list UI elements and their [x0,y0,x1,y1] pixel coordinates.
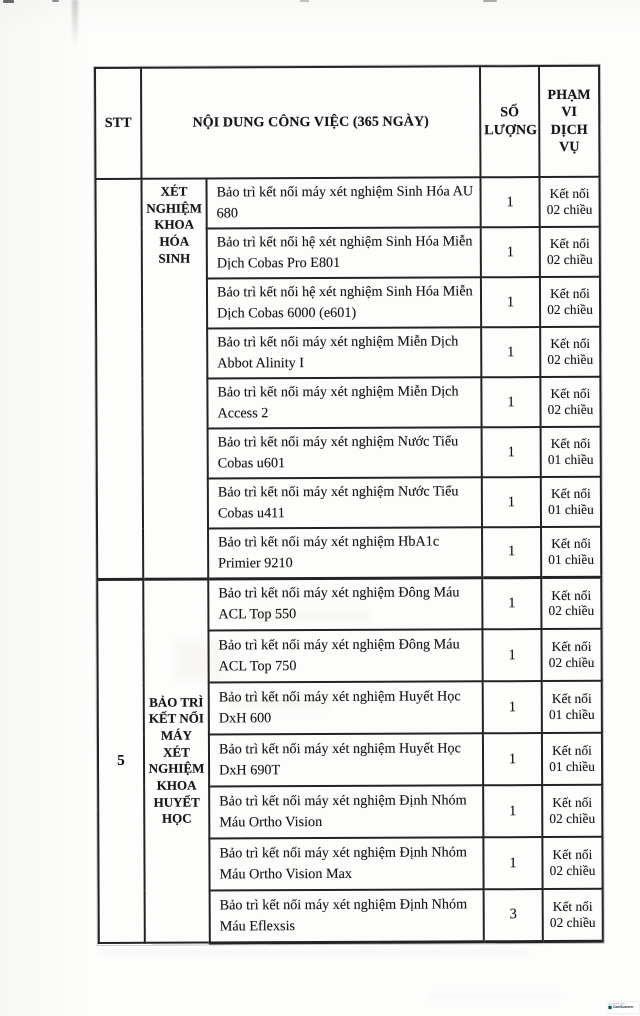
col-header-stt: STT [95,68,141,179]
scope-cell: Kết nối 02 chiều [540,277,600,327]
watermark-text: Scanned with [608,1002,625,1006]
scope-cell: Kết nối 02 chiều [543,889,603,941]
scope-cell: Kết nối 02 chiều [541,629,601,681]
watermark-app-name: CamScanner [612,1005,634,1010]
quantity-cell: 1 [483,733,542,785]
table-row [97,577,601,631]
scan-speck [3,0,14,3]
task-cell: Bảo trì kết nối hệ xét nghiệm Sinh Hóa Miễn Dịch Cobas 6000 (e601) [207,277,481,328]
service-scope-table [94,65,604,945]
quantity-cell: 3 [484,889,543,941]
section1-stt-cell [95,179,143,579]
quantity-cell: 1 [482,629,541,681]
scan-streak [72,0,78,46]
scan-smudge [430,994,560,999]
section1-label-cell: XÉT NGHIỆM KHOA HÓA SINH [141,179,208,579]
task-cell: Bảo trì kết nối máy xét nghiệm Miễn Dịch Abbot Alinity I [207,327,481,378]
scope-cell: Kết nối 01 chiều [541,477,601,527]
quantity-cell: 1 [480,177,539,227]
task-cell: Bảo trì kết nối máy xét nghiệm Huyết Học DxH 690T [209,733,483,786]
scope-cell: Kết nối 02 chiều [540,327,600,377]
scan-smudge [100,950,530,954]
quantity-cell: 1 [481,377,540,427]
quantity-cell: 1 [482,427,541,477]
quantity-cell: 1 [483,837,542,889]
scope-cell: Kết nối 02 chiều [539,177,599,227]
camscanner-watermark [607,1002,639,1013]
scope-cell: Kết nối 01 chiều [541,527,601,577]
scope-cell: Kết nối 02 chiều [542,837,602,889]
quantity-cell: 1 [482,477,541,527]
col-header-content: NỘI DUNG CÔNG VIỆC (365 NGÀY) [141,66,480,178]
task-cell: Bảo trì kết nối máy xét nghiệm Định Nhóm Máu Ortho Vision [209,785,483,838]
table-row [95,177,599,229]
quantity-cell: 1 [481,327,540,377]
task-cell: Bảo trì kết nối hệ xét nghiệm Sinh Hóa Miễn Dịch Cobas Pro E801 [207,227,481,278]
quantity-cell: 1 [483,681,542,733]
task-cell: Bảo trì kết nối máy xét nghiệm Nước Tiểu Cobas u411 [208,477,482,528]
quantity-cell: 1 [482,527,541,577]
task-cell: Bảo trì kết nối máy xét nghiệm Miễn Dịch Access 2 [207,377,481,428]
scope-cell: Kết nối 01 chiều [541,427,601,477]
scan-speck [483,0,497,2]
scope-cell: Kết nối 01 chiều [542,681,602,733]
camscanner-logo-icon [608,1006,611,1009]
task-cell: Bảo trì kết nối máy xét nghiệm Định Nhóm Máu Eflexsis [210,889,484,942]
section2-stt-cell: 5 [97,579,145,943]
quantity-cell: 1 [483,785,542,837]
col-header-scope: PHẠM VI DỊCH VỤ [539,66,599,177]
task-cell: Bảo trì kết nối máy xét nghiệm Định Nhóm Máu Ortho Vision Max [209,837,483,890]
scope-cell: Kết nối 01 chiều [542,733,602,785]
table-header-row [95,66,599,179]
quantity-cell: 1 [481,277,540,327]
col-header-qty: SỐ LƯỢNG [480,66,539,177]
scope-cell: Kết nối 02 chiều [541,577,601,629]
scan-speck [300,0,309,2]
section2-label-cell: BẢO TRÌ KẾT NỐI MÁY XÉT NGHIỆM KHOA HUYẾT HỌC [143,579,210,943]
task-cell: Bảo trì kết nối máy xét nghiệm Đông Máu ACL Top 750 [208,629,482,682]
scope-cell: Kết nối 02 chiều [540,227,600,277]
scope-cell: Kết nối 02 chiều [542,785,602,837]
task-cell: Bảo trì kết nối máy xét nghiệm Nước Tiểu Cobas u601 [208,427,482,478]
task-cell: Bảo trì kết nối máy xét nghiệm Huyết Học DxH 600 [209,681,483,734]
quantity-cell: 1 [482,577,541,629]
quantity-cell: 1 [481,227,540,277]
task-cell: Bảo trì kết nối máy xét nghiệm Đông Máu ACL Top 550 [208,577,482,630]
scope-cell: Kết nối 02 chiều [540,377,600,427]
scan-speck [52,0,59,2]
task-cell: Bảo trì kết nối máy xét nghiệm HbA1c Primier 9210 [208,527,482,578]
task-cell: Bảo trì kết nối máy xét nghiệm Sinh Hóa AU 680 [206,177,480,228]
